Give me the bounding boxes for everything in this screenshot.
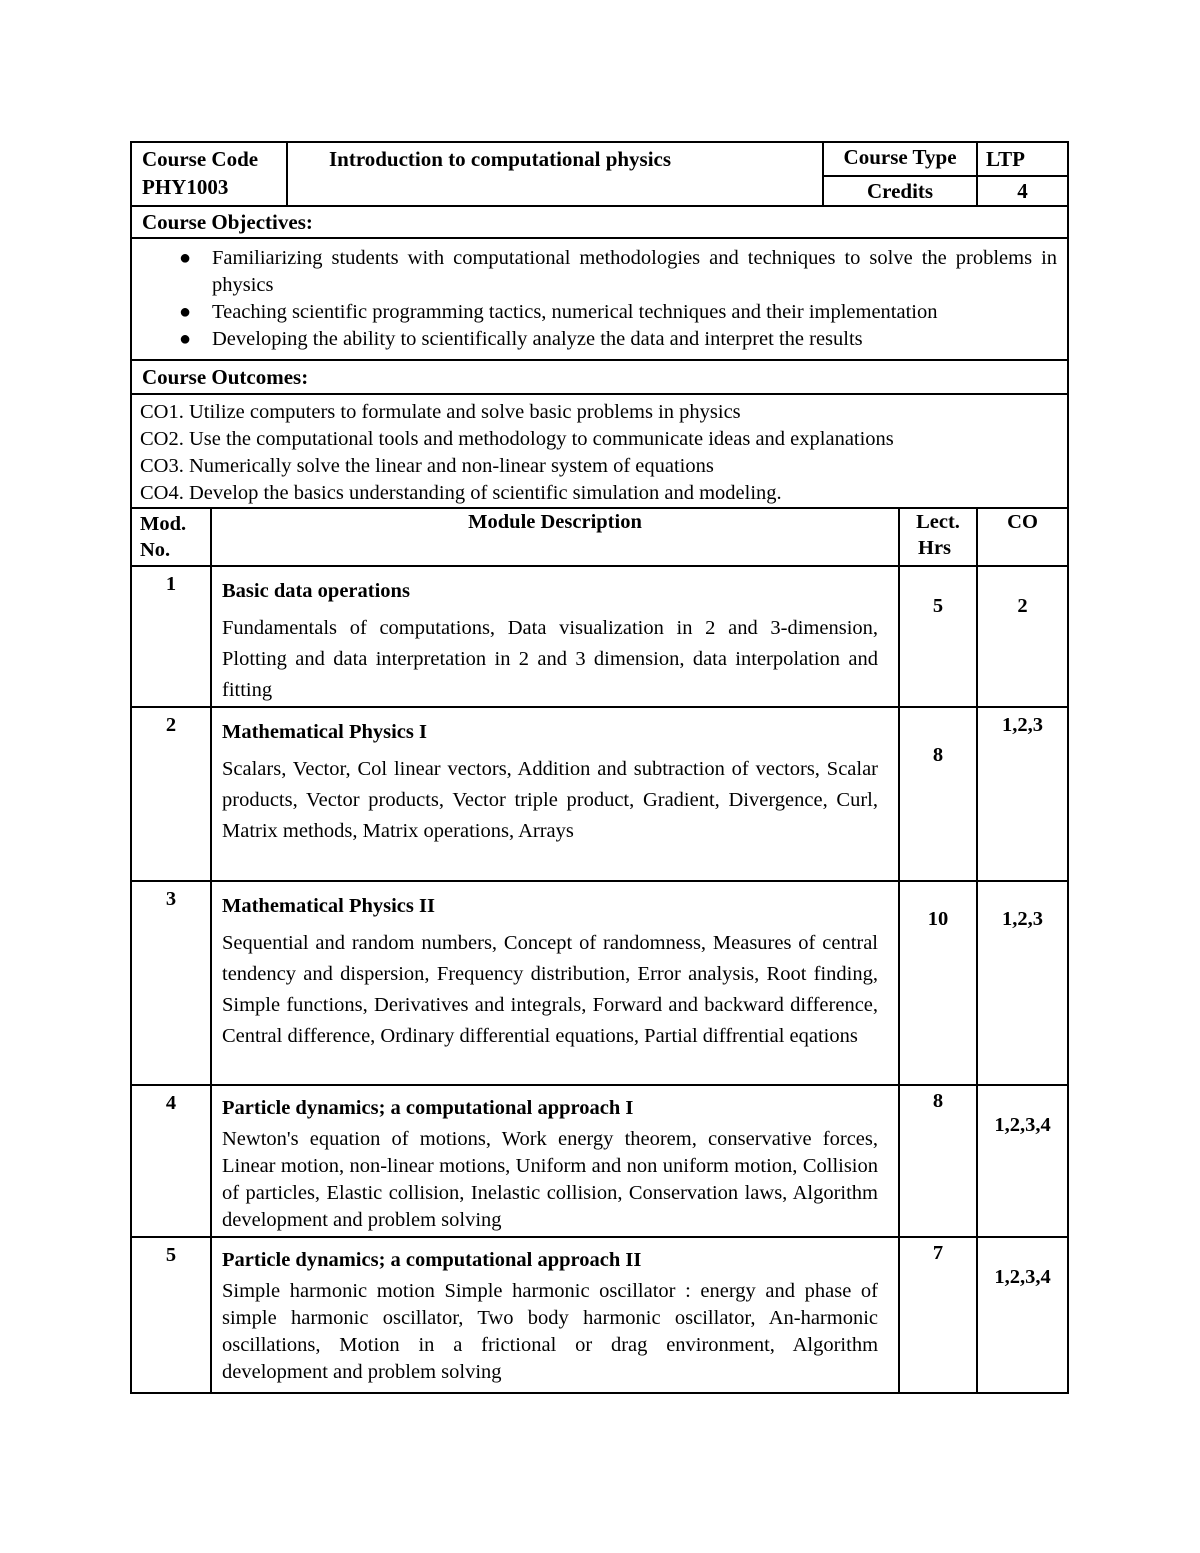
module-row (131, 1085, 1068, 1237)
mod-no-header: Mod. No. (131, 508, 211, 566)
module-co: 2 (977, 566, 1068, 707)
bullet-icon: ● (179, 247, 192, 269)
co-header: CO (977, 508, 1068, 566)
outcomes-heading: Course Outcomes: (131, 360, 1068, 394)
objectives-heading: Course Objectives: (131, 206, 1068, 238)
lect-hrs-header: Lect. Hrs (899, 508, 977, 566)
course-document (130, 141, 1067, 1394)
module-title: Particle dynamics; a computational approach I (222, 1097, 634, 1119)
course-type-label: Course Type (823, 142, 977, 176)
module-hours: 8 (899, 1085, 977, 1237)
module-row (131, 566, 1068, 707)
module-description-header: Module Description (211, 508, 899, 566)
course-type-value: LTP (977, 142, 1068, 176)
module-description-cell (211, 566, 899, 707)
course-table (130, 141, 1069, 1394)
module-hours: 10 (899, 881, 977, 1085)
objectives-list (132, 239, 1067, 359)
module-title: Mathematical Physics II (222, 895, 435, 917)
outcome-item: CO2. Use the computational tools and methodology to communicate ideas and explanations (140, 428, 894, 450)
course-title: Introduction to computational physics (287, 142, 823, 206)
objectives-row (131, 238, 1068, 360)
objectives-cell (131, 238, 1068, 360)
objectives-heading-row (131, 206, 1068, 238)
course-code-cell (131, 142, 287, 206)
module-description: Newton's equation of motions, Work energy theorem, conservative forces, Linear motion, non-linear motions, Uniform and non uniform motion, Collision of particles, Elastic collision, Inelastic collision, Conservation laws, Algorithm development and problem solving (222, 1128, 879, 1231)
course-header-row (131, 142, 1068, 176)
module-description: Simple harmonic motion Simple harmonic oscillator : energy and phase of simple harmonic oscillator, Two body harmonic oscillator, An-harmonic oscillations, Motion in a frictional or drag environment, Algorithm development and problem solving (222, 1280, 879, 1383)
module-hours: 8 (899, 707, 977, 881)
module-description-cell (211, 707, 899, 881)
outcomes-heading-row (131, 360, 1068, 394)
module-title: Mathematical Physics I (222, 721, 427, 743)
bullet-icon: ● (179, 328, 192, 350)
outcome-item: CO4. Develop the basics understanding of scientific simulation and modeling. (140, 482, 782, 504)
module-description: Fundamentals of computations, Data visualization in 2 and 3-dimension, Plotting and data interpretation in 2 and 3 dimension, data interpolation and fitting (222, 617, 879, 701)
modules-header-row (131, 508, 1068, 566)
module-co: 1,2,3 (977, 707, 1068, 881)
objective-item: ● Teaching scientific programming tactics, numerical techniques and their implementation (212, 299, 1057, 326)
module-title: Particle dynamics; a computational approach II (222, 1249, 642, 1271)
module-number: 1 (131, 566, 211, 707)
objective-item: ● Developing the ability to scientifically analyze the data and interpret the results (212, 326, 1057, 353)
objective-item: ● Familiarizing students with computational methodologies and techniques to solve the problems in physics (179, 247, 1058, 296)
outcome-item: CO3. Numerically solve the linear and non-linear system of equations (140, 455, 714, 477)
module-row (131, 707, 1068, 881)
outcomes-row (131, 394, 1068, 508)
course-code: PHY1003 (142, 175, 229, 199)
module-number: 5 (131, 1237, 211, 1393)
module-co: 1,2,3 (977, 881, 1068, 1085)
course-code-label: Course Code (142, 147, 259, 171)
credits-value: 4 (977, 176, 1068, 206)
bullet-icon: ● (179, 301, 192, 323)
module-description-cell (211, 1237, 899, 1393)
module-co: 1,2,3,4 (977, 1237, 1068, 1393)
module-number: 2 (131, 707, 211, 881)
outcomes-cell (131, 394, 1068, 508)
module-co: 1,2,3,4 (977, 1085, 1068, 1237)
module-row (131, 881, 1068, 1085)
module-row (131, 1237, 1068, 1393)
module-description-cell (211, 881, 899, 1085)
module-number: 3 (131, 881, 211, 1085)
module-title: Basic data operations (222, 580, 410, 602)
module-description-cell (211, 1085, 899, 1237)
credits-label: Credits (823, 176, 977, 206)
module-description: Scalars, Vector, Col linear vectors, Addition and subtraction of vectors, Scalar products, Vector products, Vector triple product, Gradient, Divergence, Curl, Matrix methods, Matrix operations, Arrays (222, 758, 879, 842)
module-description: Sequential and random numbers, Concept of randomness, Measures of central tendency and dispersion, Frequency distribution, Error analysis, Root finding, Simple functions, Derivatives and integrals, Forward and backward difference, Central difference, Ordinary differential equations, Partial diffrential eqations (222, 932, 879, 1047)
module-hours: 5 (899, 566, 977, 707)
module-hours: 7 (899, 1237, 977, 1393)
outcome-item: CO1. Utilize computers to formulate and solve basic problems in physics (140, 401, 741, 423)
module-number: 4 (131, 1085, 211, 1237)
